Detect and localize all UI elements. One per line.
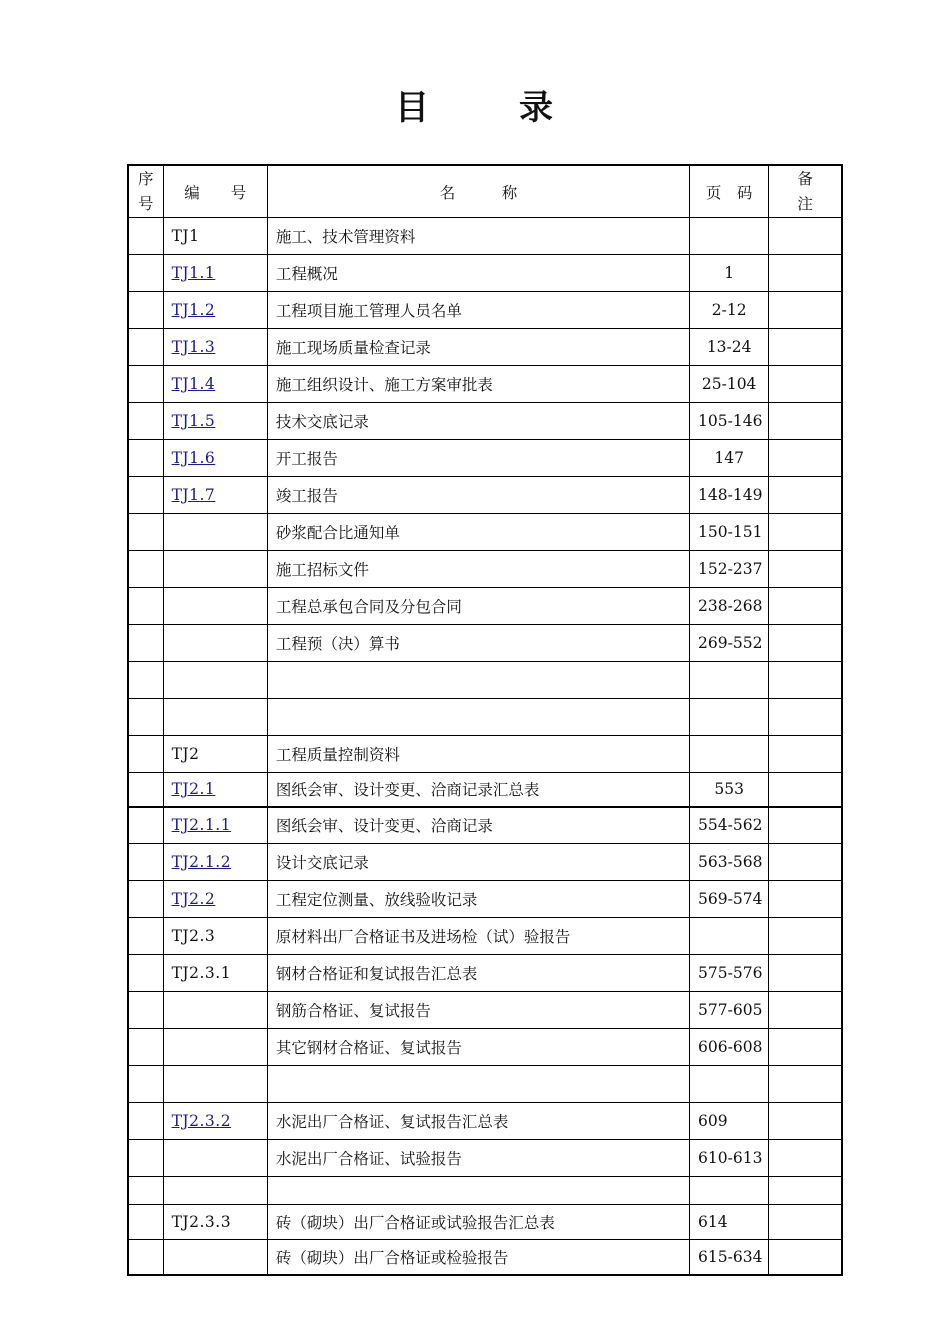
seq-cell [128,992,163,1029]
seq-cell [128,881,163,918]
toc-body [128,218,842,1275]
toc-row [128,588,842,625]
code-cell: TJ2.3.1 [163,955,267,992]
code-link[interactable]: TJ1.4 [171,375,216,393]
toc-row [128,1029,842,1066]
page-cell: 25-104 [690,366,769,403]
note-cell [769,881,842,918]
code-cell [163,551,267,588]
toc-row [128,255,842,292]
note-cell [769,1029,842,1066]
name-cell: 设计交底记录 [267,844,689,881]
page-cell [690,662,769,699]
page-cell: 238-268 [690,588,769,625]
name-cell: 水泥出厂合格证、复试报告汇总表 [267,1103,689,1140]
seq-cell [128,773,163,807]
toc-row [128,1066,842,1103]
seq-cell [128,218,163,255]
note-cell [769,992,842,1029]
toc-row [128,807,842,844]
note-cell [769,955,842,992]
title-char-1: 目 [395,88,431,128]
note-cell [769,1177,842,1205]
code-link[interactable]: TJ1.2 [171,301,216,319]
note-cell [769,807,842,844]
code-link[interactable]: TJ1.6 [171,449,216,467]
name-cell: 砂浆配合比通知单 [267,514,689,551]
name-cell [267,1177,689,1205]
header-code: 编 号 [163,165,267,218]
name-cell: 竣工报告 [267,477,689,514]
toc-row [128,1140,842,1177]
name-cell: 原材料出厂合格证书及进场检（试）验报告 [267,918,689,955]
note-cell [769,773,842,807]
name-cell: 施工组织设计、施工方案审批表 [267,366,689,403]
header-note [769,165,842,218]
name-cell: 砖（砌块）出厂合格证或试验报告汇总表 [267,1205,689,1240]
toc-row [128,440,842,477]
note-cell [769,292,842,329]
page-cell: 614 [690,1205,769,1240]
seq-cell [128,1140,163,1177]
toc-row [128,403,842,440]
code-link[interactable]: TJ2.1.1 [171,816,232,835]
seq-cell [128,662,163,699]
seq-cell [128,1240,163,1275]
note-cell [769,1140,842,1177]
code-cell[interactable] [163,773,267,807]
code-cell [163,1140,267,1177]
toc-header-row [128,165,842,218]
page-title [0,80,950,129]
seq-cell [128,440,163,477]
code-cell[interactable] [163,440,267,477]
toc-row [128,662,842,699]
toc-row [128,992,842,1029]
code-cell[interactable] [163,292,267,329]
header-seq-text: 序 号 [138,169,154,213]
seq-cell [128,699,163,736]
name-cell: 其它钢材合格证、复试报告 [267,1029,689,1066]
seq-cell [128,588,163,625]
name-cell: 图纸会审、设计变更、洽商记录汇总表 [267,773,689,807]
code-link[interactable]: TJ1.7 [171,486,216,504]
toc-row [128,918,842,955]
name-cell: 砖（砌块）出厂合格证或检验报告 [267,1240,689,1275]
code-link[interactable]: TJ2.1.2 [171,853,232,871]
page-cell: 554-562 [690,807,769,844]
seq-cell [128,551,163,588]
name-cell [267,662,689,699]
page-cell: 609 [690,1103,769,1140]
code-cell[interactable] [163,403,267,440]
seq-cell [128,255,163,292]
page-cell: 105-146 [690,403,769,440]
note-cell [769,662,842,699]
toc-row [128,625,842,662]
code-cell[interactable] [163,881,267,918]
code-cell [163,1029,267,1066]
toc-row [128,1240,842,1275]
note-cell [769,403,842,440]
seq-cell [128,844,163,881]
seq-cell [128,1066,163,1103]
name-cell: 技术交底记录 [267,403,689,440]
name-cell [267,1066,689,1103]
page-cell: 615-634 [690,1240,769,1275]
code-cell [163,625,267,662]
page-cell: 577-605 [690,992,769,1029]
page-cell: 13-24 [690,329,769,366]
toc-row [128,699,842,736]
note-cell [769,1066,842,1103]
code-cell[interactable] [163,1103,267,1140]
seq-cell [128,1103,163,1140]
name-cell: 工程预（决）算书 [267,625,689,662]
name-cell: 开工报告 [267,440,689,477]
page-cell [690,1066,769,1103]
code-cell [163,1177,267,1205]
code-cell[interactable] [163,255,267,292]
toc-row [128,736,842,773]
page-cell [690,218,769,255]
toc-row [128,329,842,366]
toc-row [128,955,842,992]
page-cell: 269-552 [690,625,769,662]
code-link[interactable]: TJ2.1 [171,780,216,799]
toc-row [128,218,842,255]
seq-cell [128,1205,163,1240]
code-cell: TJ2.3.3 [163,1205,267,1240]
seq-cell [128,403,163,440]
title-char-2: 录 [519,88,555,128]
note-cell [769,218,842,255]
note-cell [769,625,842,662]
header-note-text: 备 注 [797,169,813,213]
code-link[interactable]: TJ2.3.2 [171,1112,232,1130]
page-cell: 1 [690,255,769,292]
name-cell: 工程总承包合同及分包合同 [267,588,689,625]
code-link[interactable]: TJ2.2 [171,890,216,908]
code-cell [163,662,267,699]
seq-cell [128,625,163,662]
note-cell [769,918,842,955]
code-cell [163,992,267,1029]
code-link[interactable]: TJ1.5 [171,412,216,430]
page-cell: 150-151 [690,514,769,551]
code-link[interactable]: TJ1.1 [171,264,216,282]
code-cell: TJ2.3 [163,918,267,955]
code-link[interactable]: TJ1.3 [171,338,216,356]
name-cell: 工程概况 [267,255,689,292]
name-cell: 施工、技术管理资料 [267,218,689,255]
toc-row [128,881,842,918]
page-cell: 563-568 [690,844,769,881]
page-cell: 610-613 [690,1140,769,1177]
seq-cell [128,1029,163,1066]
name-cell [267,699,689,736]
page-cell: 553 [690,773,769,807]
page-cell: 606-608 [690,1029,769,1066]
seq-cell [128,1177,163,1205]
code-cell [163,514,267,551]
page-cell: 575-576 [690,955,769,992]
page-cell [690,736,769,773]
note-cell [769,366,842,403]
code-cell [163,1066,267,1103]
page-cell: 148-149 [690,477,769,514]
toc-row [128,551,842,588]
code-cell[interactable] [163,807,267,844]
note-cell [769,1205,842,1240]
seq-cell [128,292,163,329]
seq-cell [128,807,163,844]
page-cell [690,918,769,955]
header-name: 名 称 [267,165,689,218]
toc-row [128,1177,842,1205]
note-cell [769,699,842,736]
toc-row [128,1205,842,1240]
toc-row [128,844,842,881]
code-cell [163,699,267,736]
page-cell [690,699,769,736]
seq-cell [128,477,163,514]
seq-cell [128,918,163,955]
toc-row [128,477,842,514]
note-cell [769,440,842,477]
code-cell: TJ2 [163,736,267,773]
header-page: 页 码 [690,165,769,218]
name-cell: 钢筋合格证、复试报告 [267,992,689,1029]
name-cell: 工程定位测量、放线验收记录 [267,881,689,918]
note-cell [769,588,842,625]
toc-row [128,366,842,403]
code-cell [163,1240,267,1275]
name-cell: 施工现场质量检查记录 [267,329,689,366]
seq-cell [128,366,163,403]
toc-row [128,773,842,807]
note-cell [769,477,842,514]
name-cell: 工程质量控制资料 [267,736,689,773]
page-cell [690,1177,769,1205]
note-cell [769,736,842,773]
header-seq [128,165,163,218]
code-cell: TJ1 [163,218,267,255]
name-cell: 水泥出厂合格证、试验报告 [267,1140,689,1177]
page-cell: 2-12 [690,292,769,329]
page-cell: 152-237 [690,551,769,588]
seq-cell [128,329,163,366]
code-cell[interactable] [163,477,267,514]
name-cell: 施工招标文件 [267,551,689,588]
code-cell[interactable] [163,844,267,881]
seq-cell [128,736,163,773]
note-cell [769,844,842,881]
note-cell [769,551,842,588]
name-cell: 图纸会审、设计变更、洽商记录 [267,807,689,844]
note-cell [769,1103,842,1140]
toc-row [128,292,842,329]
page-cell: 569-574 [690,881,769,918]
note-cell [769,329,842,366]
note-cell [769,514,842,551]
seq-cell [128,955,163,992]
code-cell[interactable] [163,329,267,366]
note-cell [769,1240,842,1275]
seq-cell [128,514,163,551]
toc-row [128,1103,842,1140]
note-cell [769,255,842,292]
code-cell [163,588,267,625]
toc-row [128,514,842,551]
toc-table [127,164,843,1276]
name-cell: 钢材合格证和复试报告汇总表 [267,955,689,992]
name-cell: 工程项目施工管理人员名单 [267,292,689,329]
code-cell[interactable] [163,366,267,403]
page-cell: 147 [690,440,769,477]
